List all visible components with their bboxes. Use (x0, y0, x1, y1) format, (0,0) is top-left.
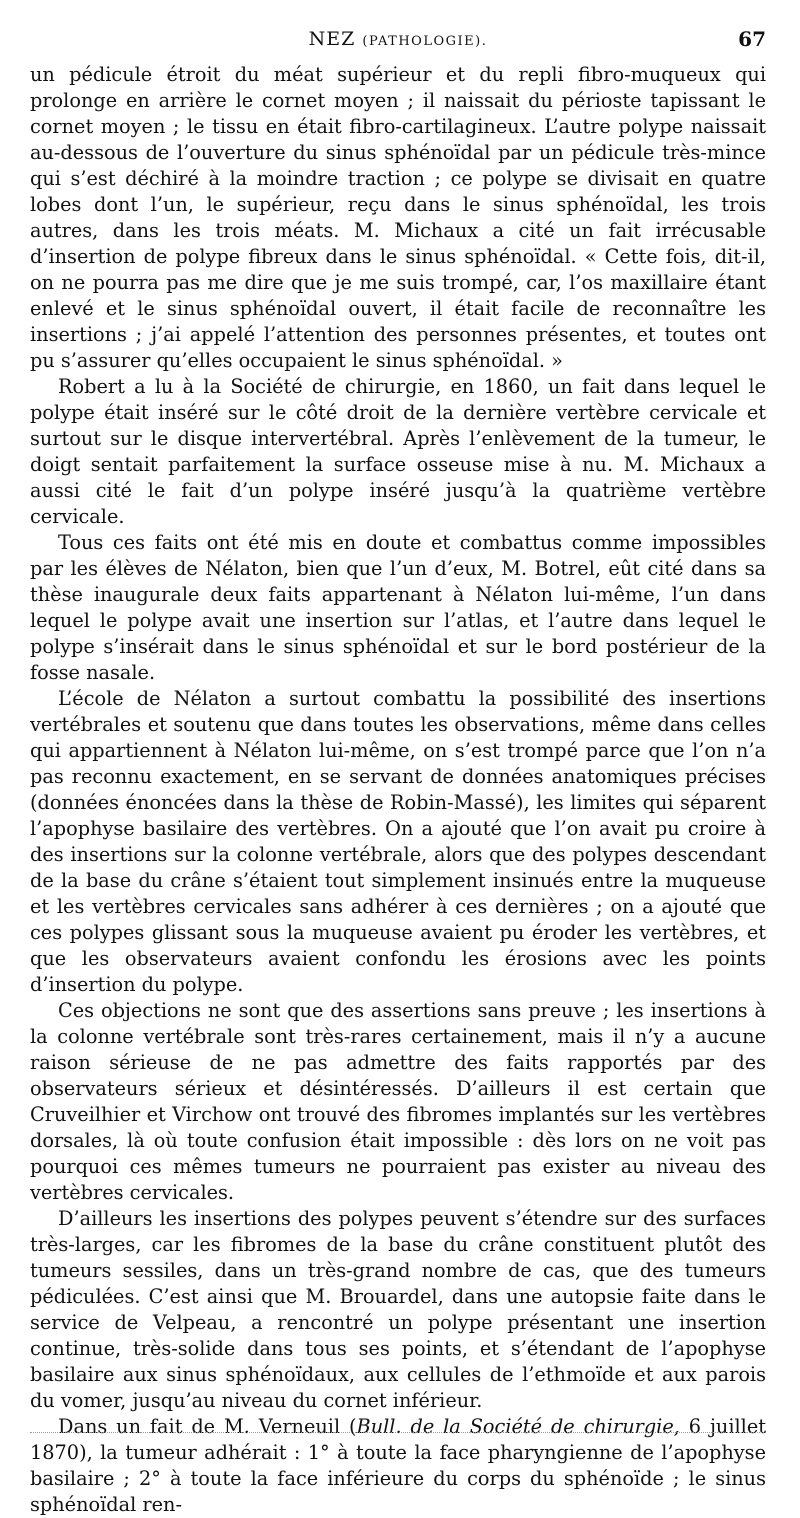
paragraph: Tous ces faits ont été mis en doute et combattus comme impossibles par les élèves de Nélaton, bien que l’un d’eux, M. Botrel, eût cité dans sa thèse inaugurale deux faits appartenant à Nélaton lui-même, l’un dans lequel le polype avait une insertion sur l’atlas, et l’autre dans lequel le polype s’insérait dans le sinus sphénoïdal et sur le bord postérieur de la fosse nasale. (30, 531, 766, 684)
running-title (30, 24, 766, 57)
citation-title: Bull. de la Société de chirurgie, (356, 1415, 680, 1438)
running-title-main: NEZ (308, 28, 356, 50)
paragraph: D’ailleurs les insertions des polypes peuvent s’étendre sur des surfaces très-larges, car les fibromes de la base du crâne constituent plutôt des tumeurs sessiles, dans un très-grand nombre de cas, que des tumeurs pédiculées. C’est ainsi que M. Brouardel, dans une autopsie faite dans le service de Velpeau, a rencontré un polype présentant une insertion continue, très-solide dans tous ses points, et s’étendant de l’apophyse basilaire aux sinus sphénoïdaux, aux cellules de l’ethmoïde et aux parois du vomer, jusqu’au niveau du cornet inférieur. (30, 1207, 766, 1412)
book-page (30, 24, 767, 1516)
paragraph: Ces objections ne sont que des assertions sans preuve ; les insertions à la colonne vertébrale sont très-rares certainement, mais il n’y a aucune raison sérieuse de ne pas admettre des faits rapportés par des observateurs sérieux et désintéressés. D’ailleurs il est certain que Cruveilhier et Virchow ont trouvé des fibromes implantés sur les vertèbres dorsales, là où toute confusion était impossible : dès lors on ne voit pas pourquoi ces mêmes tumeurs ne pourraient pas exister au niveau des vertèbres cervicales. (30, 999, 766, 1204)
paragraph-continued: un pédicule étroit du méat supérieur et du repli fibro-muqueux qui prolonge en arrière le cornet moyen ; il naissait du périoste tapissant le cornet moyen ; le tissu en était fibro-cartilagineux. L’autre polype naissait au-dessous de l’ouverture du sinus sphénoïdal par un pédicule très-mince qui s’est déchiré à la moindre traction ; ce polype se divisait en quatre lobes dont l’un, le supérieur, reçu dans le sinus sphénoïdal, les trois autres, dans les trois méats. M. Michaux a cité un fait irrécusable d’insertion de polype fibreux dans le sinus sphénoïdal. « Cette fois, dit-il, on ne pourra pas me dire que je me suis trompé, car, l’os maxillaire étant enlevé et le sinus sphénoïdal ouvert, il était facile de reconnaître les insertions ; j’ai appelé l’attention des personnes présentes, et toutes ont pu s’assurer qu’elles occupaient le sinus sphénoïdal. » (30, 63, 766, 372)
page-number: 67 (738, 27, 766, 51)
running-title-subtitle: (PATHOLOGIE). (362, 34, 488, 49)
paragraph: Robert a lu à la Société de chirurgie, en 1860, un fait dans lequel le polype était inséré sur le côté droit de la dernière vertèbre cervicale et surtout sur le disque intervertébral. Après l’enlèvement de la tumeur, le doigt sentait parfaitement la surface osseuse mise à nu. M. Michaux a aussi cité le fait d’un polype inséré jusqu’à la quatrième vertèbre cervicale. (30, 375, 766, 528)
paragraph-last (30, 1414, 766, 1518)
footer-dotted-rule (30, 1432, 766, 1433)
paragraph-text-after-citation: 6 juillet 1870), la tumeur adhérait : 1° à toute la face pharyngienne de l’apophyse basilaire ; 2° à toute la face inférieure du corps du sphénoïde ; le sinus sphénoïdal ren- (30, 1415, 767, 1516)
paragraph-text-before-citation: Dans un fait de M. Verneuil ( (58, 1415, 357, 1438)
body-text (30, 62, 766, 1518)
running-head (30, 24, 766, 54)
paragraph: L’école de Nélaton a surtout combattu la possibilité des insertions vertébrales et soutenu que dans toutes les observations, même dans celles qui appartiennent à Nélaton lui-même, on s’est trompé parce que l’on n’a pas reconnu exactement, en se servant de données anatomiques précises (données énoncées dans la thèse de Robin-Massé), les limites qui séparent l’apophyse basilaire des vertèbres. On a ajouté que l’on avait pu croire à des insertions sur la colonne vertébrale, alors que des polypes descendant de la base du crâne s’étaient tout simplement insinués entre la muqueuse et les vertèbres cervicales sans adhérer à ces dernières ; on a ajouté que ces polypes glissant sous la muqueuse avaient pu éroder les vertèbres, et que les observateurs avaient confondu les érosions avec les points d’insertion du polype. (30, 687, 766, 996)
